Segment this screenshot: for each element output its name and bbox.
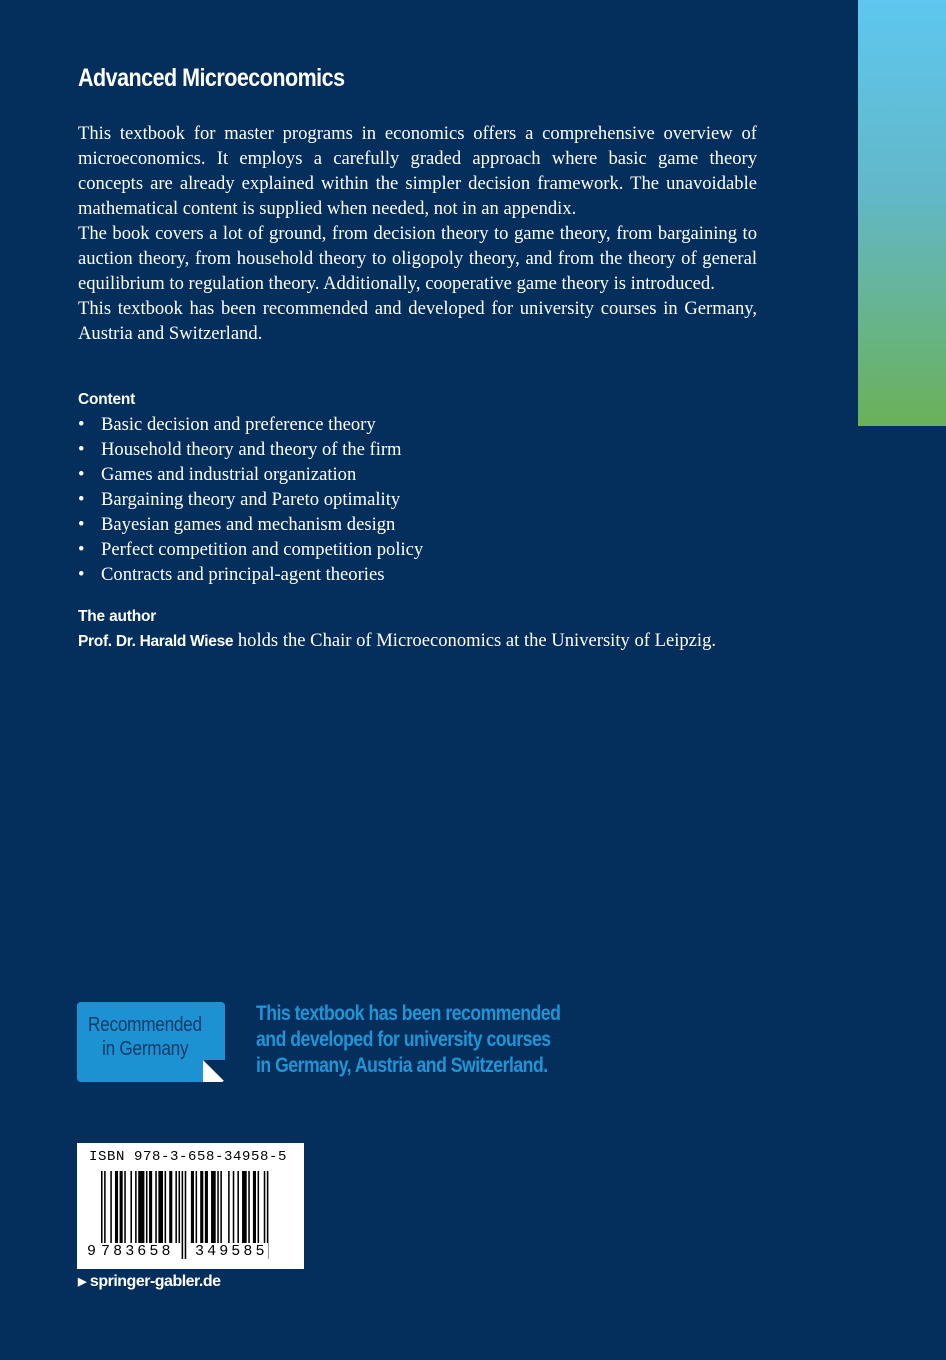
barcode-bar — [185, 1171, 187, 1259]
barcode-bar — [165, 1171, 167, 1243]
barcode-digits-group-1: 783658 — [101, 1243, 174, 1260]
barcode-bar — [179, 1171, 181, 1243]
barcode-bar — [253, 1171, 256, 1243]
recommendation-line: This textbook has been recommended — [256, 1002, 561, 1025]
barcode-bar — [228, 1171, 230, 1243]
color-gradient-bar — [858, 0, 946, 426]
bullet-icon: • — [78, 414, 85, 435]
barcode-bar — [158, 1171, 163, 1243]
list-item: • Bayesian games and mechanism design — [78, 514, 396, 535]
list-item: • Contracts and principal-agent theories — [78, 564, 385, 585]
barcode-bar — [196, 1171, 198, 1243]
description-paragraph: This textbook for master programs in economics offers a comprehensive overview of microeconomics. It employs a carefully graded approach where basic game theory concepts are already explained within the simpler decision framework. The unavoidable mathematical content is supplied when needed, not in an appendix. — [78, 123, 757, 219]
barcode-bar — [233, 1171, 235, 1243]
list-item: • Basic decision and preference theory — [78, 414, 376, 435]
barcode-bar — [120, 1171, 123, 1243]
recommendation-line: in Germany, Austria and Switzerland. — [256, 1054, 548, 1077]
website-link[interactable]: springer-gabler.de — [89, 1273, 221, 1290]
barcode-bar — [220, 1171, 222, 1243]
description-paragraph: This textbook has been recommended and developed for university courses in Germany, Austria and Switzerland. — [78, 298, 757, 344]
bullet-icon: • — [78, 514, 85, 535]
barcode-bar — [130, 1171, 132, 1243]
barcode-bar — [217, 1171, 219, 1243]
barcode-bar — [205, 1171, 208, 1243]
badge-line-2: in Germany — [102, 1038, 189, 1060]
barcode-bar — [110, 1171, 112, 1243]
barcode-bar — [146, 1171, 148, 1243]
bullet-icon: • — [78, 464, 85, 485]
recommendation-text — [256, 1001, 560, 1079]
author-heading: The author — [78, 608, 157, 625]
content-list — [78, 412, 423, 587]
barcode-bar — [237, 1171, 239, 1243]
isbn-label: ISBN 978-3-658-34958-5 — [89, 1149, 288, 1165]
author-bio — [78, 628, 716, 654]
barcode-digit-first: 9 — [87, 1243, 97, 1260]
barcode-digits-group-2: 349585 — [195, 1243, 268, 1260]
page-fold-icon — [203, 1060, 225, 1082]
barcode-bar — [242, 1171, 247, 1243]
barcode-bar — [248, 1171, 250, 1243]
play-arrow-icon: ▶ — [78, 1276, 86, 1288]
barcode-bar — [169, 1171, 172, 1243]
bullet-icon: • — [78, 564, 85, 585]
book-description — [78, 121, 757, 346]
recommended-badge — [77, 1002, 225, 1082]
barcode-bar — [182, 1171, 184, 1259]
list-item: • Household theory and theory of the firm — [78, 439, 402, 460]
book-title: Advanced Microeconomics — [78, 64, 345, 92]
list-item: • Bargaining theory and Pareto optimality — [78, 489, 401, 510]
description-paragraph: The book covers a lot of ground, from decision theory to game theory, from bargaining to auction theory, from household theory to oligopoly theory, and from the theory of general equilibrium to regulation theory. Additionally, cooperative game theory is introduced. — [78, 223, 757, 294]
bullet-icon: • — [78, 539, 85, 560]
list-item: • Perfect competition and competition policy — [78, 539, 424, 560]
barcode-bar — [258, 1171, 260, 1243]
author-description: holds the Chair of Microeconomics at the University of Leipzig. — [237, 630, 717, 651]
isbn-barcode — [77, 1143, 304, 1269]
barcode-bar — [115, 1171, 118, 1243]
barcode-bar — [211, 1171, 216, 1243]
recommendation-line: and developed for university courses — [256, 1028, 551, 1051]
barcode-bar — [124, 1171, 126, 1243]
bullet-icon: • — [78, 489, 85, 510]
barcode-bar — [149, 1171, 152, 1243]
barcode-bar — [155, 1171, 157, 1243]
author-name: Prof. Dr. Harald Wiese — [78, 633, 234, 650]
barcode-bar — [135, 1171, 137, 1243]
publisher-website[interactable] — [78, 1273, 221, 1291]
list-item: • Games and industrial organization — [78, 464, 357, 485]
badge-line-1: Recommended — [88, 1014, 202, 1036]
bullet-icon: • — [78, 439, 85, 460]
barcode-bar — [191, 1171, 194, 1243]
barcode-bar — [138, 1171, 144, 1243]
content-heading: Content — [78, 391, 136, 408]
barcode-bar — [175, 1171, 177, 1243]
barcode-bar — [200, 1171, 203, 1243]
